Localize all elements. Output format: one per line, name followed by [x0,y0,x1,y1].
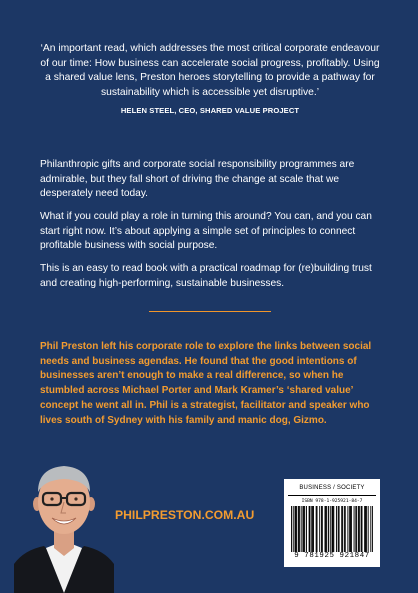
barcode-bar [333,506,334,552]
barcode-bar [312,506,313,552]
barcode-bar [316,506,317,552]
barcode-bar [338,506,339,552]
author-bio: Phil Preston left his corporate role to explore the links between social needs and business agendas. He found that the good intentions of businesses aren’t enough to make a real difference, so when he stumbled across Michael Porter and Mark Kramer’s ‘shared value’ concept he went all in. Phil is a strategist, facilitator and speaker who lives south of Sydney with his family and manic dog, Gizmo. [40,341,372,426]
barcode-bar [296,506,297,552]
isbn-number: ISBN 978-1-925921-84-7 [301,499,363,504]
barcode-bar [298,506,299,552]
isbn-barcode [284,479,380,567]
barcode-bar [359,506,360,552]
barcode-bar [302,506,303,552]
barcode-bar [345,506,346,552]
barcode-bar [304,506,305,552]
barcode-bar [364,506,365,552]
barcode-bar [306,506,307,552]
barcode-bar [291,506,292,552]
barcode-bar [347,506,348,552]
barcode-bar [355,506,356,552]
barcode-bar [350,506,351,552]
barcode-bar [313,506,314,552]
barcode-bar [344,506,345,552]
description-paragraph-3: This is an easy to read book with a practical roadmap for (re)building trust and creating high-performing, sustainable businesses. [40,263,372,289]
barcode-bar [328,506,329,552]
barcode-bar [362,506,363,552]
barcode-bar [330,506,331,552]
barcode-bar [303,506,304,552]
barcode-bar [325,506,326,552]
barcode-bar [351,506,352,552]
barcode-bar [356,506,357,552]
barcode-bars [291,506,373,552]
barcode-bar [295,506,296,552]
barcode-bar [317,506,318,552]
barcode-digits: 9 781925 921847 [294,552,370,560]
barcode-bar [341,506,342,552]
barcode-bar [339,506,340,552]
barcode-bar [319,506,320,552]
barcode-bar [342,506,343,552]
barcode-bar [322,506,323,552]
barcode-bar [310,506,311,552]
author-portrait [14,452,114,593]
barcode-bar [366,506,367,552]
barcode-bar [311,506,312,552]
endorsement-attribution: HELEN STEEL, CEO, SHARED VALUE PROJECT [120,106,300,115]
barcode-bar [321,506,322,552]
author-website[interactable]: PHILPRESTON.COM.AU [115,508,255,522]
book-category: BUSINESS / SOCIETY [299,485,365,491]
barcode-bar [336,506,337,552]
barcode-bar [293,506,294,552]
barcode-rule [288,495,376,496]
description-paragraph-2: What if you could play a role in turning this around? You can, and you can start right now. It’s about applying a simple set of principles to connect profitable business with social purpose. [40,211,372,252]
barcode-bar [325,506,326,552]
barcode-bar [295,506,296,552]
barcode-bar [368,506,369,552]
barcode-bar [332,506,333,552]
barcode-bar [309,506,310,552]
barcode-bar [332,506,333,552]
barcode-bar [354,506,355,552]
barcode-bar [326,506,327,552]
barcode-bar [299,506,300,552]
section-divider [149,311,271,312]
barcode-bar [361,506,362,552]
endorsement-quote: ‘An important read, which addresses the most critical corporate endeavour of our time: How business can accelerate social progress, profitably. Using a shared value lens, Preston heroes storytelling to provide a pathway for sustainability which is accessible yet disruptive.’ [40,43,380,98]
barcode-bar [301,506,302,552]
barcode-bar [358,506,359,552]
barcode-bar [365,506,366,552]
barcode-bar [372,506,373,552]
description-paragraph-1: Philanthropic gifts and corporate social responsibility programmes are admirable, but they fall short of driving the change at scale that we desperately need today. [40,159,355,200]
barcode-bar [349,506,350,552]
barcode-bar [370,506,371,552]
